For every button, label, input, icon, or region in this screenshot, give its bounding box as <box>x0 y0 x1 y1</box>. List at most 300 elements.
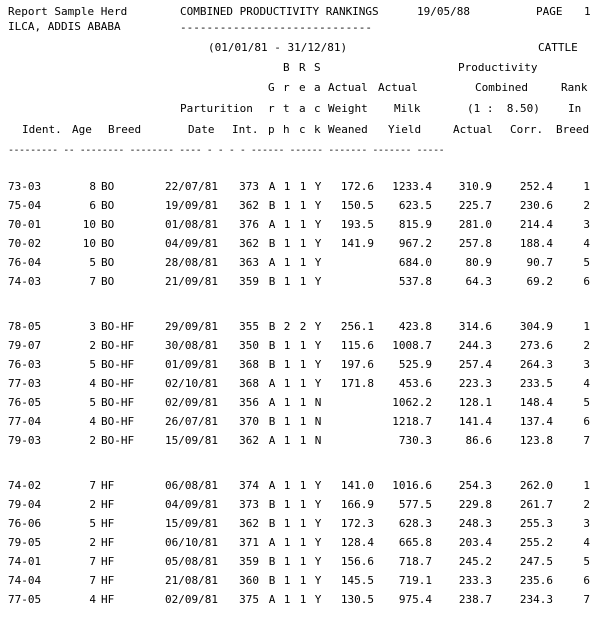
cell-corr: 264.3 <box>519 358 553 371</box>
cell-b: 1 <box>283 339 291 352</box>
cell-date: 02/09/81 <box>165 593 218 606</box>
header-rank-3: Breed <box>556 123 590 136</box>
cell-int: 370 <box>239 415 259 428</box>
cell-act: 281.0 <box>458 218 492 231</box>
cell-wt: 193.5 <box>340 218 374 231</box>
cell-corr: 255.2 <box>519 536 553 549</box>
cell-act: 229.8 <box>458 498 492 511</box>
cell-wt: 130.5 <box>340 593 374 606</box>
cell-date: 04/09/81 <box>165 498 218 511</box>
header-ratio: (1 : 8.50) <box>467 102 540 115</box>
cell-r: 1 <box>299 479 307 492</box>
header-a-3: k <box>314 123 321 136</box>
cell-breed: BO <box>101 199 115 212</box>
cell-rank: 3 <box>583 218 590 231</box>
cell-age: 6 <box>89 199 96 212</box>
cell-act: 248.3 <box>458 517 492 530</box>
header-r-1: r <box>283 81 290 94</box>
cell-ident: 77-04 <box>8 415 42 428</box>
cell-wt: 172.6 <box>340 180 374 193</box>
cell-date: 02/09/81 <box>165 396 218 409</box>
cell-g: A <box>268 256 276 269</box>
cell-age: 2 <box>89 434 96 447</box>
header-g-3: p <box>268 123 275 136</box>
cell-ident: 74-01 <box>8 555 42 568</box>
cell-act: 225.7 <box>458 199 492 212</box>
cell-corr: 123.8 <box>519 434 553 447</box>
cell-wt: 141.9 <box>340 237 374 250</box>
header-brs-b: B <box>283 61 290 74</box>
cell-int: 373 <box>239 180 259 193</box>
cell-r: 1 <box>299 415 307 428</box>
cell-b: 1 <box>283 256 291 269</box>
cell-ident: 78-05 <box>8 320 42 333</box>
cell-corr: 304.9 <box>519 320 553 333</box>
cell-s: Y <box>314 593 322 606</box>
header-g-1: G <box>268 81 275 94</box>
cell-breed: HF <box>101 498 115 511</box>
cell-milk: 718.7 <box>398 555 432 568</box>
cell-corr: 273.6 <box>519 339 553 352</box>
report-title-left: Report Sample Herd <box>8 5 128 18</box>
cell-int: 362 <box>239 199 259 212</box>
cell-ident: 79-05 <box>8 536 42 549</box>
cell-s: Y <box>314 199 322 212</box>
cell-act: 141.4 <box>458 415 492 428</box>
cell-milk: 628.3 <box>398 517 432 530</box>
cell-int: 355 <box>239 320 259 333</box>
cell-s: Y <box>314 180 322 193</box>
cell-int: 371 <box>239 536 259 549</box>
cell-b: 1 <box>283 396 291 409</box>
cell-date: 15/09/81 <box>165 434 218 447</box>
cell-age: 10 <box>82 218 96 231</box>
cell-act: 257.4 <box>458 358 492 371</box>
cell-r: 1 <box>299 574 307 587</box>
cell-s: Y <box>314 237 322 250</box>
cell-breed: HF <box>101 555 115 568</box>
cell-date: 19/09/81 <box>165 199 218 212</box>
cell-r: 1 <box>299 275 307 288</box>
cell-age: 4 <box>89 415 96 428</box>
cell-corr: 230.6 <box>519 199 553 212</box>
cell-g: B <box>268 339 276 352</box>
cell-milk: 423.8 <box>398 320 432 333</box>
cell-corr: 255.3 <box>519 517 553 530</box>
cell-corr: 137.4 <box>519 415 553 428</box>
cell-rank: 5 <box>583 256 590 269</box>
report-main-title: COMBINED PRODUCTIVITY RANKINGS <box>180 5 379 18</box>
cell-age: 7 <box>89 275 96 288</box>
cell-rank: 5 <box>583 396 590 409</box>
header-brs-s: S <box>314 61 321 74</box>
cell-corr: 252.4 <box>519 180 553 193</box>
cell-g: B <box>268 555 276 568</box>
cell-breed: BO-HF <box>101 434 135 447</box>
cell-breed: HF <box>101 574 115 587</box>
cell-act: 257.8 <box>458 237 492 250</box>
cell-milk: 975.4 <box>398 593 432 606</box>
cell-b: 1 <box>283 377 291 390</box>
cell-breed: BO <box>101 275 115 288</box>
cell-g: A <box>268 479 276 492</box>
cell-breed: BO-HF <box>101 396 135 409</box>
cell-g: A <box>268 396 276 409</box>
cell-wt: 256.1 <box>340 320 374 333</box>
cell-r: 1 <box>299 339 307 352</box>
header-e-1: e <box>299 81 306 94</box>
cell-r: 2 <box>299 320 307 333</box>
cell-milk: 1233.4 <box>392 180 432 193</box>
header-g-2: r <box>268 102 275 115</box>
cell-ident: 70-02 <box>8 237 42 250</box>
cell-wt: 156.6 <box>340 555 374 568</box>
cell-corr: 188.4 <box>519 237 553 250</box>
cell-milk: 730.3 <box>398 434 432 447</box>
cell-int: 362 <box>239 237 259 250</box>
cell-age: 7 <box>89 479 96 492</box>
cell-act: 244.3 <box>458 339 492 352</box>
header-parturition: Parturition <box>180 102 253 115</box>
cell-g: B <box>268 237 276 250</box>
cell-corr: 69.2 <box>526 275 553 288</box>
cell-wt: 115.6 <box>340 339 374 352</box>
cell-breed: HF <box>101 536 115 549</box>
cell-g: B <box>268 517 276 530</box>
cell-rank: 6 <box>583 574 590 587</box>
cell-wt: 171.8 <box>340 377 374 390</box>
cell-wt: 197.6 <box>340 358 374 371</box>
cell-date: 02/10/81 <box>165 377 218 390</box>
cell-ident: 79-03 <box>8 434 42 447</box>
cell-g: B <box>268 574 276 587</box>
header-a-2: c <box>314 102 321 115</box>
cell-age: 5 <box>89 358 96 371</box>
cell-corr: 234.3 <box>519 593 553 606</box>
cell-ident: 75-04 <box>8 199 42 212</box>
cell-int: 356 <box>239 396 259 409</box>
cell-b: 1 <box>283 555 291 568</box>
cell-s: Y <box>314 479 322 492</box>
cell-wt: 141.0 <box>340 479 374 492</box>
cell-act: 314.6 <box>458 320 492 333</box>
cell-age: 2 <box>89 498 96 511</box>
cell-b: 2 <box>283 320 291 333</box>
cell-int: 362 <box>239 434 259 447</box>
cell-g: B <box>268 320 276 333</box>
cell-ident: 76-05 <box>8 396 42 409</box>
cell-int: 362 <box>239 517 259 530</box>
cell-act: 254.3 <box>458 479 492 492</box>
cell-date: 21/09/81 <box>165 275 218 288</box>
title-underline: ----------------------------- <box>180 21 373 34</box>
cell-corr: 233.5 <box>519 377 553 390</box>
cell-corr: 247.5 <box>519 555 553 568</box>
header-e-2: a <box>299 102 306 115</box>
cell-rank: 2 <box>583 339 590 352</box>
cell-s: Y <box>314 256 322 269</box>
cell-act: 233.3 <box>458 574 492 587</box>
header-actual-milk-2: Milk <box>394 102 421 115</box>
cell-ident: 79-04 <box>8 498 42 511</box>
cell-act: 245.2 <box>458 555 492 568</box>
cell-rank: 6 <box>583 275 590 288</box>
cell-int: 350 <box>239 339 259 352</box>
header-rank-2: In <box>568 102 582 115</box>
cell-corr: 90.7 <box>526 256 553 269</box>
cell-milk: 525.9 <box>398 358 432 371</box>
species-label: CATTLE <box>538 41 578 54</box>
header-ident: Ident. <box>22 123 62 136</box>
cell-ident: 70-01 <box>8 218 42 231</box>
header-combined: Combined <box>475 81 528 94</box>
cell-act: 86.6 <box>465 434 492 447</box>
cell-int: 359 <box>239 275 259 288</box>
cell-ident: 79-07 <box>8 339 42 352</box>
cell-int: 360 <box>239 574 259 587</box>
cell-milk: 577.5 <box>398 498 432 511</box>
cell-b: 1 <box>283 237 291 250</box>
cell-rank: 5 <box>583 555 590 568</box>
cell-s: Y <box>314 358 322 371</box>
cell-s: Y <box>314 517 322 530</box>
report-period: (01/01/81 - 31/12/81) <box>208 41 348 54</box>
cell-rank: 1 <box>583 180 590 193</box>
cell-g: A <box>268 377 276 390</box>
header-actual-milk-3: Yield <box>388 123 422 136</box>
header-e-3: c <box>299 123 306 136</box>
cell-milk: 537.8 <box>398 275 432 288</box>
header-actual-prod: Actual <box>453 123 493 136</box>
cell-rank: 1 <box>583 320 590 333</box>
cell-rank: 4 <box>583 536 590 549</box>
cell-g: A <box>268 593 276 606</box>
cell-wt: 166.9 <box>340 498 374 511</box>
cell-act: 80.9 <box>465 256 492 269</box>
cell-age: 3 <box>89 320 96 333</box>
cell-milk: 684.0 <box>398 256 432 269</box>
header-brs-r: R <box>299 61 306 74</box>
cell-age: 5 <box>89 396 96 409</box>
cell-r: 1 <box>299 256 307 269</box>
header-corr: Corr. <box>510 123 544 136</box>
cell-age: 10 <box>82 237 96 250</box>
cell-rank: 3 <box>583 358 590 371</box>
cell-rank: 4 <box>583 377 590 390</box>
cell-act: 203.4 <box>458 536 492 549</box>
cell-int: 374 <box>239 479 259 492</box>
cell-date: 04/09/81 <box>165 237 218 250</box>
cell-ident: 73-03 <box>8 180 42 193</box>
cell-date: 01/08/81 <box>165 218 218 231</box>
cell-rank: 4 <box>583 237 590 250</box>
cell-g: A <box>268 434 276 447</box>
cell-breed: BO-HF <box>101 320 135 333</box>
cell-r: 1 <box>299 199 307 212</box>
cell-s: Y <box>314 536 322 549</box>
cell-date: 21/08/81 <box>165 574 218 587</box>
header-breed: Breed <box>108 123 142 136</box>
cell-breed: HF <box>101 593 115 606</box>
cell-wt: 150.5 <box>340 199 374 212</box>
cell-b: 1 <box>283 479 291 492</box>
cell-g: B <box>268 275 276 288</box>
cell-s: N <box>314 415 322 428</box>
cell-r: 1 <box>299 593 307 606</box>
cell-r: 1 <box>299 358 307 371</box>
cell-breed: BO-HF <box>101 415 135 428</box>
cell-corr: 148.4 <box>519 396 553 409</box>
cell-date: 05/08/81 <box>165 555 218 568</box>
cell-milk: 719.1 <box>398 574 432 587</box>
cell-r: 1 <box>299 218 307 231</box>
cell-r: 1 <box>299 377 307 390</box>
cell-wt: 172.3 <box>340 517 374 530</box>
cell-corr: 261.7 <box>519 498 553 511</box>
cell-ident: 76-04 <box>8 256 42 269</box>
cell-s: Y <box>314 218 322 231</box>
cell-breed: BO <box>101 180 115 193</box>
cell-r: 1 <box>299 180 307 193</box>
cell-date: 01/09/81 <box>165 358 218 371</box>
cell-r: 1 <box>299 517 307 530</box>
cell-breed: BO-HF <box>101 377 135 390</box>
cell-rank: 7 <box>583 593 590 606</box>
cell-date: 06/08/81 <box>165 479 218 492</box>
header-r-3: h <box>283 123 290 136</box>
cell-corr: 235.6 <box>519 574 553 587</box>
cell-age: 7 <box>89 574 96 587</box>
cell-ident: 74-02 <box>8 479 42 492</box>
cell-b: 1 <box>283 434 291 447</box>
cell-int: 368 <box>239 377 259 390</box>
cell-milk: 623.5 <box>398 199 432 212</box>
cell-wt: 145.5 <box>340 574 374 587</box>
cell-int: 368 <box>239 358 259 371</box>
cell-b: 1 <box>283 358 291 371</box>
cell-int: 363 <box>239 256 259 269</box>
cell-age: 4 <box>89 593 96 606</box>
cell-g: B <box>268 415 276 428</box>
cell-r: 1 <box>299 396 307 409</box>
cell-ident: 74-04 <box>8 574 42 587</box>
cell-corr: 214.4 <box>519 218 553 231</box>
cell-date: 22/07/81 <box>165 180 218 193</box>
cell-b: 1 <box>283 593 291 606</box>
cell-b: 1 <box>283 536 291 549</box>
cell-age: 4 <box>89 377 96 390</box>
cell-rank: 1 <box>583 479 590 492</box>
cell-ident: 77-03 <box>8 377 42 390</box>
cell-act: 64.3 <box>465 275 492 288</box>
report-print-date: 19/05/88 <box>417 5 470 18</box>
cell-g: B <box>268 199 276 212</box>
cell-corr: 262.0 <box>519 479 553 492</box>
cell-breed: BO <box>101 218 115 231</box>
header-dashes: --------- -- -------- -------- ---- - - - - ------ ------ ------- ------- ----- <box>8 145 445 156</box>
header-actual-weight-1: Actual <box>328 81 368 94</box>
cell-g: B <box>268 498 276 511</box>
header-a-1: a <box>314 81 321 94</box>
cell-age: 5 <box>89 517 96 530</box>
cell-breed: BO <box>101 256 115 269</box>
cell-rank: 3 <box>583 517 590 530</box>
cell-int: 375 <box>239 593 259 606</box>
cell-s: Y <box>314 320 322 333</box>
cell-wt: 128.4 <box>340 536 374 549</box>
cell-r: 1 <box>299 555 307 568</box>
cell-rank: 2 <box>583 199 590 212</box>
cell-b: 1 <box>283 275 291 288</box>
cell-rank: 7 <box>583 434 590 447</box>
cell-age: 2 <box>89 339 96 352</box>
cell-date: 28/08/81 <box>165 256 218 269</box>
page-number: 1 <box>584 5 591 18</box>
cell-g: A <box>268 536 276 549</box>
cell-b: 1 <box>283 517 291 530</box>
cell-int: 359 <box>239 555 259 568</box>
cell-r: 1 <box>299 498 307 511</box>
cell-b: 1 <box>283 415 291 428</box>
cell-g: A <box>268 218 276 231</box>
cell-milk: 453.6 <box>398 377 432 390</box>
cell-age: 5 <box>89 256 96 269</box>
cell-milk: 1218.7 <box>392 415 432 428</box>
cell-age: 8 <box>89 180 96 193</box>
cell-b: 1 <box>283 180 291 193</box>
header-rank-1: Rank <box>561 81 588 94</box>
cell-milk: 815.9 <box>398 218 432 231</box>
cell-r: 1 <box>299 237 307 250</box>
cell-milk: 1062.2 <box>392 396 432 409</box>
cell-date: 15/09/81 <box>165 517 218 530</box>
page-label: PAGE <box>536 5 563 18</box>
cell-s: Y <box>314 377 322 390</box>
cell-rank: 6 <box>583 415 590 428</box>
cell-s: Y <box>314 275 322 288</box>
cell-int: 373 <box>239 498 259 511</box>
header-actual-weight-2: Weight <box>328 102 368 115</box>
cell-rank: 2 <box>583 498 590 511</box>
org-name: ILCA, ADDIS ABABA <box>8 20 121 33</box>
cell-date: 26/07/81 <box>165 415 218 428</box>
header-date: Date <box>188 123 215 136</box>
cell-breed: HF <box>101 479 115 492</box>
header-actual-weight-3: Weaned <box>328 123 368 136</box>
header-r-2: t <box>283 102 290 115</box>
cell-b: 1 <box>283 218 291 231</box>
header-int: Int. <box>232 123 259 136</box>
cell-ident: 76-06 <box>8 517 42 530</box>
header-actual-milk-1: Actual <box>378 81 418 94</box>
cell-act: 310.9 <box>458 180 492 193</box>
cell-date: 06/10/81 <box>165 536 218 549</box>
cell-s: Y <box>314 339 322 352</box>
cell-ident: 76-03 <box>8 358 42 371</box>
cell-breed: BO-HF <box>101 358 135 371</box>
cell-milk: 967.2 <box>398 237 432 250</box>
cell-breed: BO-HF <box>101 339 135 352</box>
cell-breed: BO <box>101 237 115 250</box>
cell-act: 128.1 <box>458 396 492 409</box>
cell-int: 376 <box>239 218 259 231</box>
cell-age: 2 <box>89 536 96 549</box>
cell-b: 1 <box>283 574 291 587</box>
cell-s: Y <box>314 555 322 568</box>
cell-ident: 77-05 <box>8 593 42 606</box>
cell-g: A <box>268 180 276 193</box>
cell-date: 30/08/81 <box>165 339 218 352</box>
